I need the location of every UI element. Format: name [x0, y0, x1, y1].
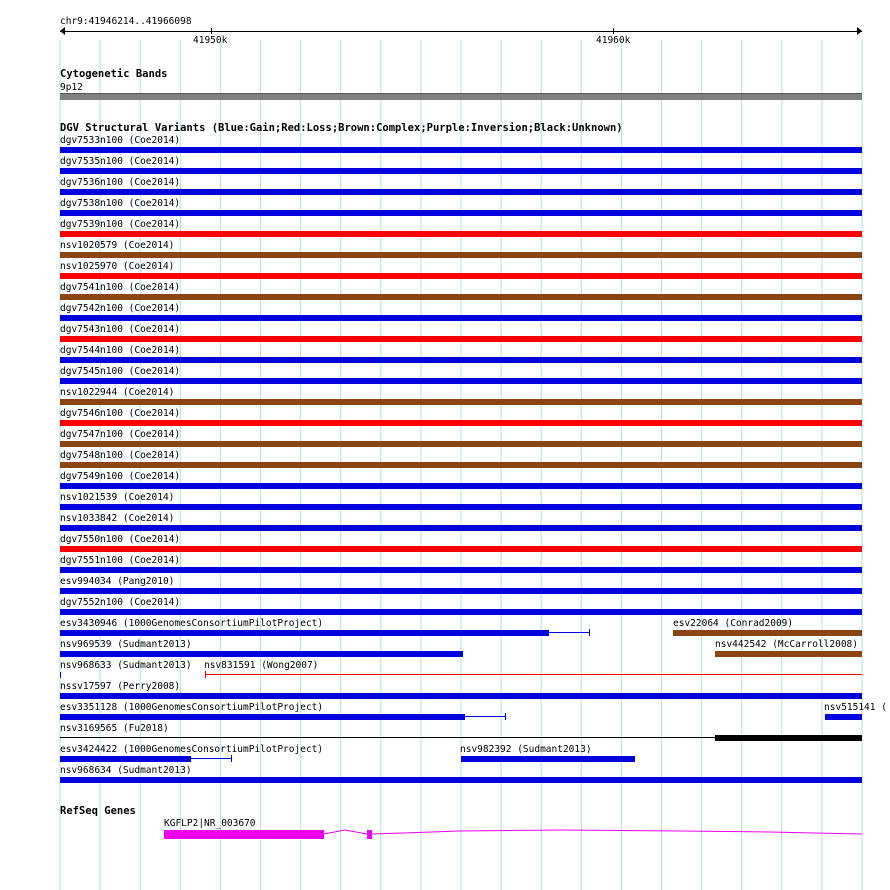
- variant-bar[interactable]: [60, 756, 191, 762]
- variant-label: nsv968634 (Sudmant2013): [60, 765, 192, 776]
- variant-bar[interactable]: [60, 714, 465, 720]
- ruler-right-arrow-icon[interactable]: [857, 27, 862, 35]
- variant-bar[interactable]: [60, 693, 862, 699]
- variant-end-mark: [589, 629, 590, 636]
- variant-bar[interactable]: [60, 210, 862, 216]
- variant-bar[interactable]: [60, 273, 862, 279]
- variant-label: dgv7536n100 (Coe2014): [60, 177, 181, 188]
- ruler-tick-major: [613, 28, 614, 34]
- variant-bar[interactable]: [60, 462, 862, 468]
- variant-label: nssv17597 (Perry2008): [60, 681, 181, 692]
- gene-label: KGFLP2|NR_003670: [164, 818, 256, 829]
- variant-bar[interactable]: [60, 294, 862, 300]
- ruler-line: [60, 31, 862, 32]
- variant-end-mark: [505, 713, 506, 720]
- refseq-track-title[interactable]: RefSeq Genes: [60, 805, 136, 817]
- variant-label: dgv7535n100 (Coe2014): [60, 156, 181, 167]
- variant-bar[interactable]: [673, 630, 862, 636]
- variant-label: dgv7550n100 (Coe2014): [60, 534, 181, 545]
- variant-bar[interactable]: [60, 420, 862, 426]
- variant-bar[interactable]: [60, 567, 862, 573]
- ruler-tick-label: 41960k: [596, 35, 631, 46]
- variant-label: dgv7552n100 (Coe2014): [60, 597, 181, 608]
- variant-label: esv3424422 (1000GenomesConsortiumPilotProject): [60, 744, 324, 755]
- gene-exon[interactable]: [164, 830, 324, 839]
- variant-label: nsv831591 (Wong2007): [204, 660, 319, 671]
- variant-label: nsv982392 (Sudmant2013): [460, 744, 592, 755]
- variant-bar[interactable]: [60, 588, 862, 594]
- variant-line: [60, 737, 715, 738]
- variant-bar[interactable]: [60, 609, 862, 615]
- variant-bar[interactable]: [60, 672, 61, 678]
- variant-bar[interactable]: [60, 777, 862, 783]
- variant-label: nsv3169565 (Fu2018): [60, 723, 169, 734]
- variant-label: nsv1021539 (Coe2014): [60, 492, 175, 503]
- variant-bar[interactable]: [60, 252, 862, 258]
- variant-bar[interactable]: [60, 546, 862, 552]
- variant-end-mark: [231, 755, 232, 762]
- variant-label: dgv7544n100 (Coe2014): [60, 345, 181, 356]
- variant-label: dgv7547n100 (Coe2014): [60, 429, 181, 440]
- variant-label: dgv7533n100 (Coe2014): [60, 135, 181, 146]
- variant-bar[interactable]: [715, 735, 862, 741]
- variant-label: dgv7541n100 (Coe2014): [60, 282, 181, 293]
- variant-bar[interactable]: [60, 357, 862, 363]
- variant-label: nsv442542 (McCarroll2008): [715, 639, 858, 650]
- variant-label: dgv7539n100 (Coe2014): [60, 219, 181, 230]
- ruler-tick-label: 41950k: [193, 35, 228, 46]
- ruler-tick-major: [211, 28, 212, 34]
- variant-bar[interactable]: [60, 504, 862, 510]
- dgv-track-title[interactable]: DGV Structural Variants (Blue:Gain;Red:Loss;Brown:Complex;Purple:Inversion;Black:Unknown): [60, 122, 623, 134]
- variant-label: nsv969539 (Sudmant2013): [60, 639, 192, 650]
- variant-label: esv3351128 (1000GenomesConsortiumPilotProject): [60, 702, 324, 713]
- variant-label: nsv1025970 (Coe2014): [60, 261, 175, 272]
- variant-bar[interactable]: [825, 714, 862, 720]
- variant-bar[interactable]: [461, 756, 635, 762]
- variant-label: dgv7538n100 (Coe2014): [60, 198, 181, 209]
- variant-connector: [191, 758, 231, 759]
- variant-bar[interactable]: [60, 189, 862, 195]
- variant-bar[interactable]: [60, 441, 862, 447]
- variant-label: nsv1020579 (Coe2014): [60, 240, 175, 251]
- variant-bar[interactable]: [60, 336, 862, 342]
- variant-label: dgv7549n100 (Coe2014): [60, 471, 181, 482]
- gene-model[interactable]: [0, 820, 890, 850]
- variant-label: nsv1033842 (Coe2014): [60, 513, 175, 524]
- cytoband-label: 9p12: [60, 82, 83, 93]
- variant-label: esv22064 (Conrad2009): [673, 618, 794, 629]
- variant-label: nsv1022944 (Coe2014): [60, 387, 175, 398]
- variant-label: dgv7548n100 (Coe2014): [60, 450, 181, 461]
- variant-bar[interactable]: [60, 399, 862, 405]
- variant-label: esv3430946 (1000GenomesConsortiumPilotProject): [60, 618, 324, 629]
- variant-bar[interactable]: [60, 483, 862, 489]
- variant-label: dgv7545n100 (Coe2014): [60, 366, 181, 377]
- variant-line[interactable]: [205, 674, 862, 675]
- variant-label: dgv7542n100 (Coe2014): [60, 303, 181, 314]
- variant-bar[interactable]: [60, 168, 862, 174]
- variant-bar[interactable]: [60, 147, 862, 153]
- variant-label: dgv7551n100 (Coe2014): [60, 555, 181, 566]
- gene-intron: [324, 830, 862, 834]
- variant-bar[interactable]: [60, 651, 463, 657]
- variant-label: nsv968633 (Sudmant2013): [60, 660, 192, 671]
- variant-connector: [549, 632, 589, 633]
- variant-bar[interactable]: [60, 315, 862, 321]
- variant-bar[interactable]: [60, 630, 549, 636]
- ruler-left-arrow-icon[interactable]: [60, 27, 65, 35]
- variant-label: nsv515141 (: [824, 702, 887, 713]
- variant-bar[interactable]: [60, 231, 862, 237]
- variant-label: dgv7543n100 (Coe2014): [60, 324, 181, 335]
- variant-bar[interactable]: [715, 651, 862, 657]
- variant-connector: [465, 716, 505, 717]
- cytoband-track-title[interactable]: Cytogenetic Bands: [60, 68, 168, 80]
- variant-bar[interactable]: [60, 525, 862, 531]
- variant-label: esv994034 (Pang2010): [60, 576, 175, 587]
- ruler-position: chr9:41946214..41966098: [60, 16, 192, 27]
- variant-label: dgv7546n100 (Coe2014): [60, 408, 181, 419]
- variant-bar[interactable]: [60, 378, 862, 384]
- cytoband-bar[interactable]: [60, 93, 862, 100]
